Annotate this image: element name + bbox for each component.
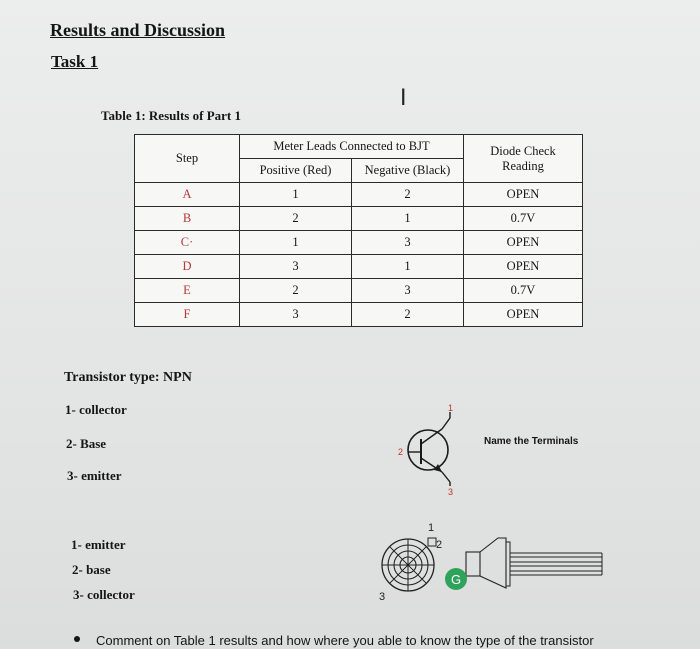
negative-cell: 3 xyxy=(352,279,464,303)
comment-text: Comment on Table 1 results and how where you able to know the type of the transistor xyxy=(96,633,594,648)
list2-item-collector: 3- collector xyxy=(73,587,135,602)
npn-transistor-symbol-icon xyxy=(388,398,478,498)
step-cell: B xyxy=(135,207,240,231)
negative-cell: 1 xyxy=(352,255,464,279)
symbol-label-1: 1 xyxy=(448,403,454,413)
table-row xyxy=(135,279,583,303)
package-label-1: 1 xyxy=(428,522,435,534)
positive-cell: 1 xyxy=(240,231,352,255)
symbol-label-2: 2 xyxy=(398,447,404,457)
list1-item-collector: 1- collector xyxy=(65,402,127,417)
step-cell: A xyxy=(135,183,240,207)
bullet-icon xyxy=(74,636,80,642)
reading-cell: OPEN xyxy=(464,183,583,207)
section-heading: Results and Discussion xyxy=(50,20,226,40)
package-label-3: 3 xyxy=(379,591,386,602)
package-label-2: 2 xyxy=(436,539,443,551)
step-cell: D xyxy=(135,255,240,279)
table-row xyxy=(135,255,583,279)
step-cell: C· xyxy=(135,231,240,255)
diode-header-line2: Reading xyxy=(502,158,544,173)
transistor-type: Transistor type: NPN xyxy=(64,370,192,385)
g-badge-label: G xyxy=(451,572,462,587)
reading-cell: OPEN xyxy=(464,303,583,327)
text-cursor-icon: I xyxy=(400,86,407,111)
table-row xyxy=(135,303,583,327)
results-table xyxy=(134,134,583,327)
list1-item-base: 2- Base xyxy=(66,436,107,451)
list2-item-base: 2- base xyxy=(72,562,111,577)
negative-cell: 3 xyxy=(352,231,464,255)
table-row xyxy=(135,207,583,231)
positive-cell: 2 xyxy=(240,279,352,303)
negative-cell: 2 xyxy=(352,303,464,327)
step-header: Step xyxy=(135,135,240,183)
positive-cell: 3 xyxy=(240,255,352,279)
negative-cell: 1 xyxy=(352,207,464,231)
name-terminals-label: Name the Terminals xyxy=(484,436,579,447)
positive-cell: 2 xyxy=(240,207,352,231)
transistor-package-icon xyxy=(368,518,608,602)
diode-header-line1: Diode Check xyxy=(490,143,556,158)
table-row xyxy=(135,231,583,255)
table-caption: Table 1: Results of Part 1 xyxy=(101,108,241,123)
leads-header: Meter Leads Connected to BJT xyxy=(240,135,464,159)
symbol-label-3: 3 xyxy=(448,487,454,497)
reading-cell: 0.7V xyxy=(464,207,583,231)
positive-cell: 1 xyxy=(240,183,352,207)
step-cell: E xyxy=(135,279,240,303)
diode-header xyxy=(464,135,583,183)
table-row xyxy=(135,183,583,207)
negative-cell: 2 xyxy=(352,183,464,207)
positive-header: Positive (Red) xyxy=(240,159,352,183)
negative-header: Negative (Black) xyxy=(352,159,464,183)
reading-cell: 0.7V xyxy=(464,279,583,303)
task-heading: Task 1 xyxy=(51,52,99,71)
list2-item-emitter: 1- emitter xyxy=(71,537,126,552)
positive-cell: 3 xyxy=(240,303,352,327)
reading-cell: OPEN xyxy=(464,231,583,255)
step-cell: F xyxy=(135,303,240,327)
reading-cell: OPEN xyxy=(464,255,583,279)
list1-item-emitter: 3- emitter xyxy=(67,468,122,483)
